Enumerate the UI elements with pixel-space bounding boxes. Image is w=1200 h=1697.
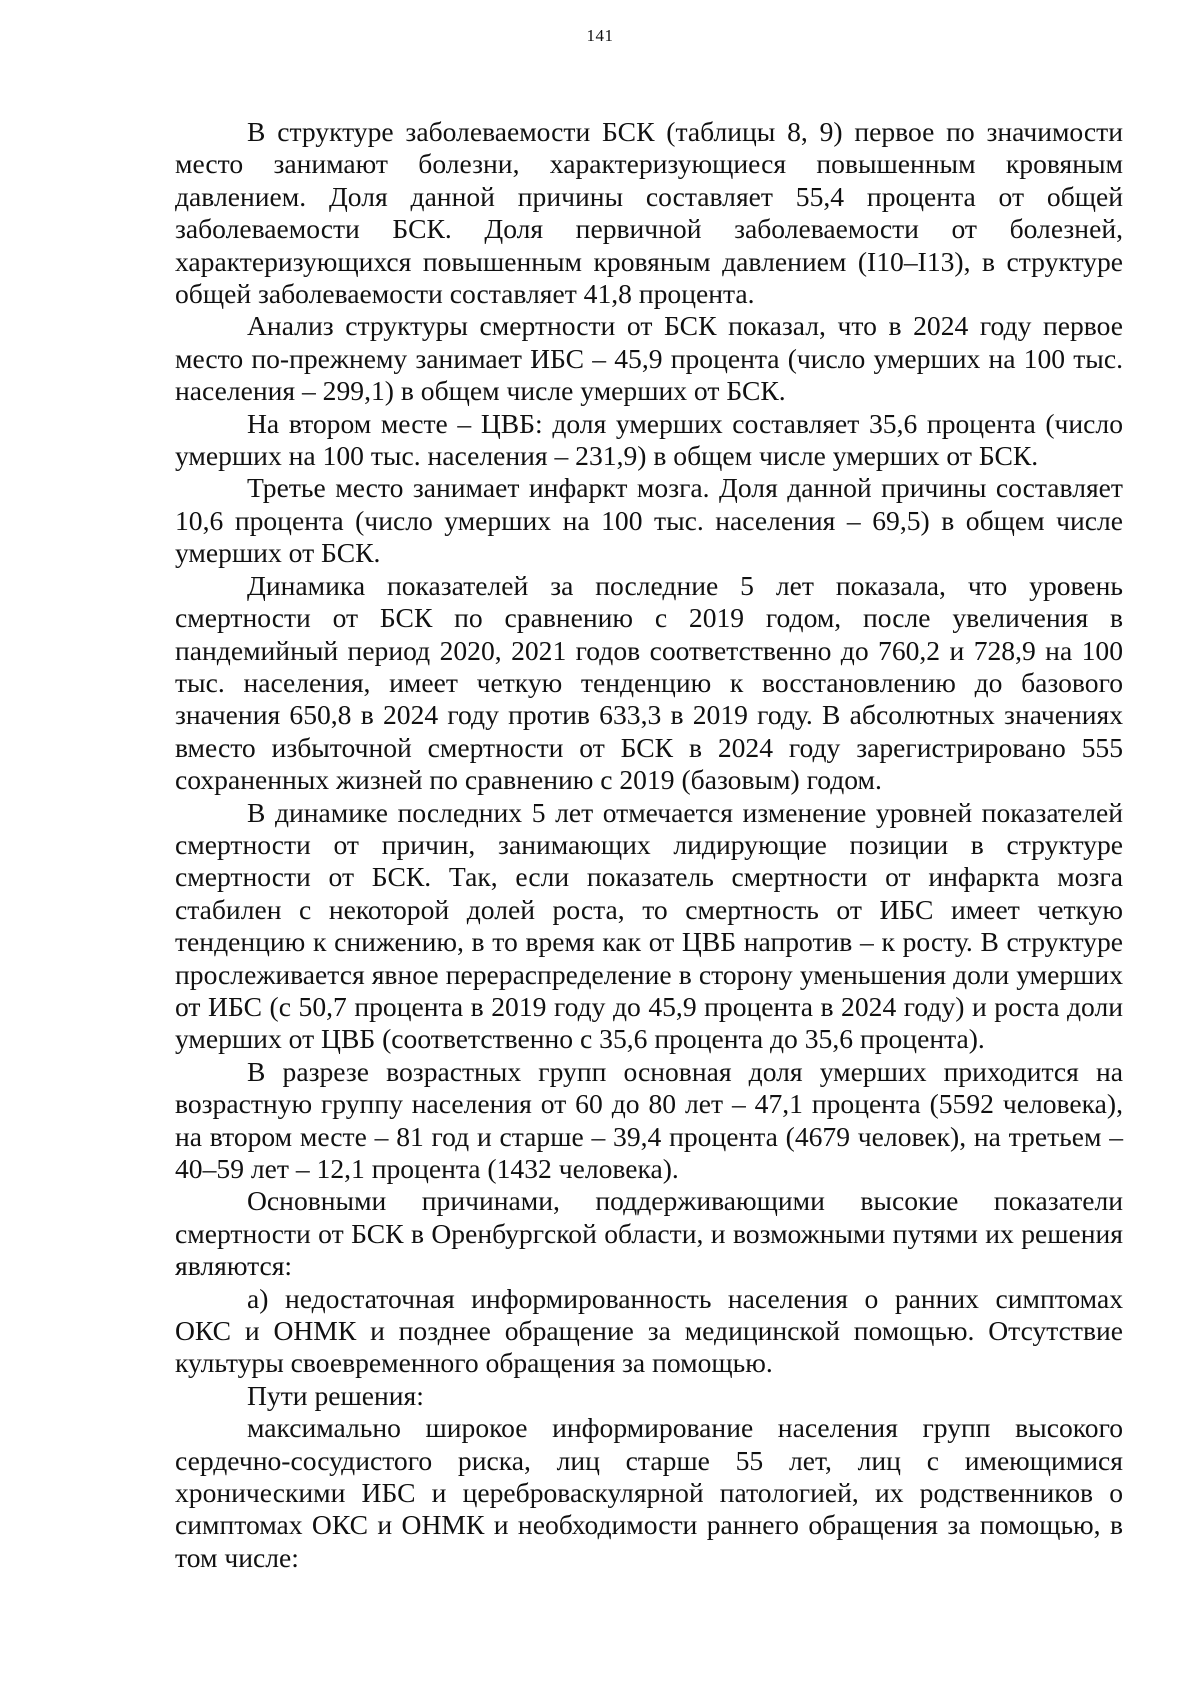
page-number: 141 — [586, 26, 614, 45]
paragraph-main-causes-intro: Основными причинами, поддерживающими высокие показатели смертности от БСК в Оренбургской области, и возможными путями их решения являются: — [175, 1185, 1123, 1282]
paragraph-mortality-analysis: Анализ структуры смертности от БСК показал, что в 2024 году первое место по-прежнему занимает ИБС – 45,9 процента (число умерших на 100 тыс. населения – 299,1) в общем числе умерших от БСК. — [175, 310, 1123, 407]
paragraph-solutions-text: максимально широкое информирование населения групп высокого сердечно-сосудистого риска, лиц старше 55 лет, лиц с имеющимися хроническими ИБС и цереброваскулярной патологией, их родственников о симптомах ОКС и ОНМК и необходимости раннего обращения за помощью, в том числе: — [175, 1412, 1123, 1573]
paragraph-second-place: На втором месте – ЦВБ: доля умерших составляет 35,6 процента (число умерших на 100 тыс. населения – 231,9) в общем числе умерших от БСК. — [175, 407, 1123, 472]
paragraph-morbidity-structure: В структуре заболеваемости БСК (таблицы 8, 9) первое по значимости место занимают болезни, характеризующиеся повышенным кровяным давлением. Доля данной причины составляет 55,4 процента от общей заболеваемости БСК. Доля первичной заболеваемости от болезней, характеризующихся повышенным кровяным давлением (I10–I13), в структуре общей заболеваемости составляет 41,8 процента. — [175, 116, 1123, 310]
paragraph-leading-causes-dynamics: В динамике последних 5 лет отмечается изменение уровней показателей смертности от причин, занимающих лидирующие позиции в структуре смертности от БСК. Так, если показатель смертности от инфаркта мозга стабилен с некоторой долей роста, то смертность от ИБС имеет четкую тенденцию к снижению, в то время как от ЦВБ напротив – к росту. В структуре прослеживается явное перераспределение в сторону уменьшения доли умерших от ИБС (с 50,7 процента в 2019 году до 45,9 процента в 2024 году) и роста доли умерших от ЦВБ (соответственно с 35,6 процента до 35,6 процента). — [175, 796, 1123, 1055]
paragraph-third-place: Третье место занимает инфаркт мозга. Доля данной причины составляет 10,6 процента (число умерших на 100 тыс. населения – 69,5) в общем числе умерших от БСК. — [175, 472, 1123, 569]
document-body — [175, 116, 1123, 1574]
paragraph-age-groups: В разрезе возрастных групп основная доля умерших приходится на возрастную группу населения от 60 до 80 лет – 47,1 процента (5592 человека), на втором месте – 81 год и старше – 39,4 процента (4679 человек), на третьем – 40–59 лет – 12,1 процента (1432 человека). — [175, 1055, 1123, 1184]
paragraph-solutions-heading: Пути решения: — [247, 1379, 424, 1411]
paragraph-cause-a: а) недостаточная информированность населения о ранних симптомах ОКС и ОНМК и позднее обращение за медицинской помощью. Отсутствие культуры своевременного обращения за помощью. — [175, 1282, 1123, 1379]
paragraph-five-year-dynamics: Динамика показателей за последние 5 лет показала, что уровень смертности от БСК по сравнению с 2019 годом, после увеличения в пандемийный период 2020, 2021 годов соответственно до 760,2 и 728,9 на 100 тыс. населения, имеет четкую тенденцию к восстановлению до базового значения 650,8 в 2024 году против 633,3 в 2019 году. В абсолютных значениях вместо избыточной смертности от БСК в 2024 году зарегистрировано 555 сохраненных жизней по сравнению с 2019 (базовым) годом. — [175, 569, 1123, 796]
